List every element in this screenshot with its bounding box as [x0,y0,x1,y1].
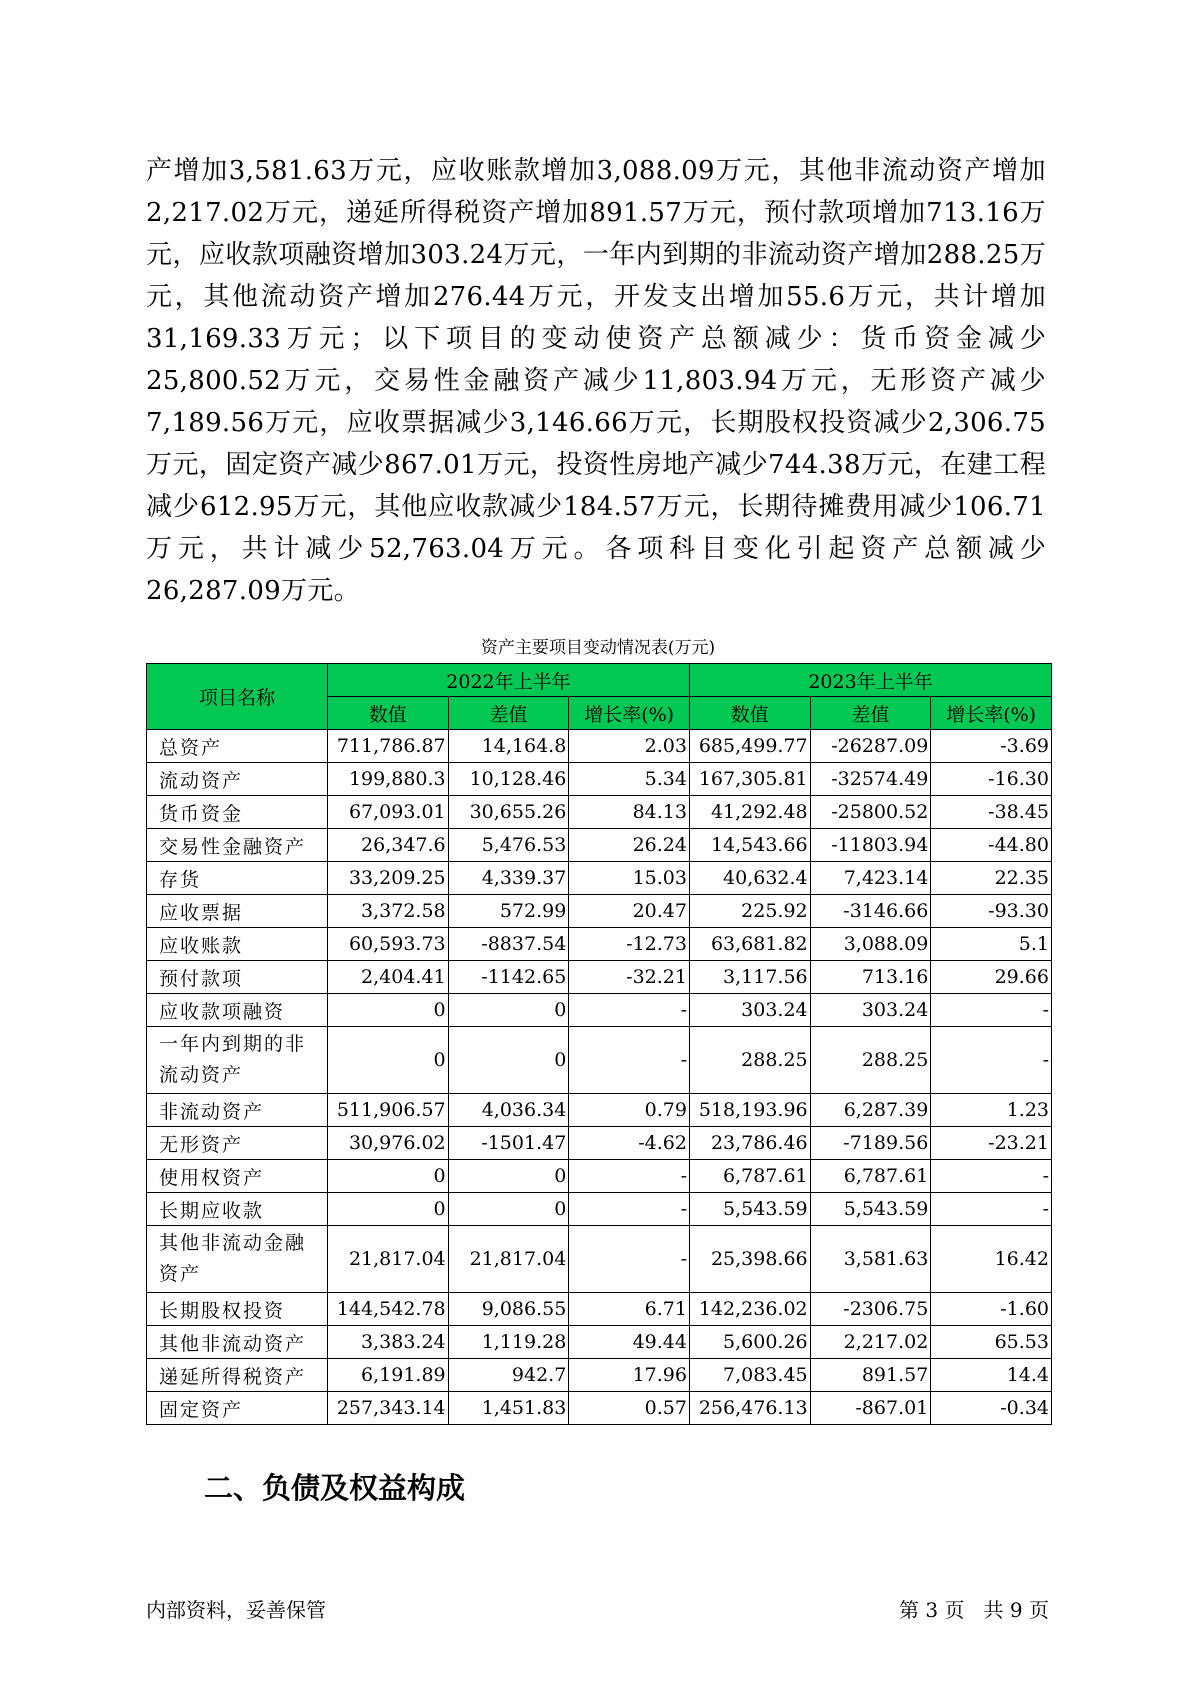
table-cell: 2,404.41 [327,961,448,994]
table-cell: 303.24 [810,994,931,1027]
row-item-name: 长期股权投资 [147,1293,328,1326]
table-cell: 30,655.26 [448,796,569,829]
table-cell: 6,191.89 [327,1359,448,1392]
table-cell: 60,593.73 [327,928,448,961]
row-item-name: 一年内到期的非流动资产 [147,1027,328,1094]
table-cell: 199,880.3 [327,763,448,796]
table-cell: -32574.49 [810,763,931,796]
section-heading: 二、负债及权益构成 [204,1471,466,1505]
table-cell: 144,542.78 [327,1293,448,1326]
table-cell: 891.57 [810,1359,931,1392]
row-item-name: 长期应收款 [147,1193,328,1226]
table-cell: -23.21 [931,1127,1052,1160]
table-cell: 1,119.28 [448,1326,569,1359]
table-cell: -0.34 [931,1392,1052,1425]
table-row [147,1226,1052,1293]
row-item-name: 应收票据 [147,895,328,928]
table-cell: 20.47 [569,895,690,928]
table-cell: 0 [327,994,448,1027]
table-caption: 资产主要项目变动情况表(万元) [480,638,716,658]
table-row [147,928,1052,961]
table-row [147,1293,1052,1326]
row-item-name: 固定资产 [147,1392,328,1425]
table-cell: 1,451.83 [448,1392,569,1425]
table-cell: -44.80 [931,829,1052,862]
table-cell: 14,543.66 [689,829,810,862]
table-cell: 0 [327,1160,448,1193]
table-row [147,829,1052,862]
table-row [147,1326,1052,1359]
footer-page-number: 第 3 页 共 9 页 [899,1598,1049,1622]
table-cell: -11803.94 [810,829,931,862]
table-cell: 0 [448,1193,569,1226]
table-cell: -8837.54 [448,928,569,961]
table-cell: 225.92 [689,895,810,928]
table-cell: 49.44 [569,1326,690,1359]
table-cell: 167,305.81 [689,763,810,796]
table-cell: -7189.56 [810,1127,931,1160]
table-cell: 15.03 [569,862,690,895]
subheader-growth-2022: 增长率(%) [569,697,690,730]
table-cell: 21,817.04 [448,1226,569,1293]
table-cell: - [569,1193,690,1226]
subheader-growth-2023: 增长率(%) [931,697,1052,730]
table-row [147,895,1052,928]
table-cell: -1.60 [931,1293,1052,1326]
table-cell: -26287.09 [810,730,931,763]
table-cell: 0 [448,1027,569,1094]
subheader-diff-2022: 差值 [448,697,569,730]
table-cell: 0 [327,1027,448,1094]
table-body [147,730,1052,1425]
table-row [147,763,1052,796]
table-row [147,1392,1052,1425]
subheader-diff-2023: 差值 [810,697,931,730]
footer-confidential-note: 内部资料，妥善保管 [146,1598,326,1622]
row-item-name: 应收账款 [147,928,328,961]
row-item-name: 预付款项 [147,961,328,994]
table-cell: -3146.66 [810,895,931,928]
table-cell: - [931,1160,1052,1193]
table-cell: 21,817.04 [327,1226,448,1293]
table-cell: 40,632.4 [689,862,810,895]
table-cell: 3,117.56 [689,961,810,994]
table-cell: 572.99 [448,895,569,928]
row-item-name: 存货 [147,862,328,895]
table-cell: 22.35 [931,862,1052,895]
table-cell: -16.30 [931,763,1052,796]
header-period-2023: 2023年上半年 [689,664,1051,697]
table-cell: 5,543.59 [810,1193,931,1226]
row-item-name: 使用权资产 [147,1160,328,1193]
table-cell: -1142.65 [448,961,569,994]
table-cell: 0 [327,1193,448,1226]
table-cell: 6,287.39 [810,1094,931,1127]
table-cell: 5,476.53 [448,829,569,862]
table-cell: - [569,1027,690,1094]
subheader-value-2022: 数值 [327,697,448,730]
row-item-name: 无形资产 [147,1127,328,1160]
row-item-name: 货币资金 [147,796,328,829]
row-item-name: 应收款项融资 [147,994,328,1027]
table-cell: - [931,1027,1052,1094]
table-row [147,862,1052,895]
table-cell: 2,217.02 [810,1326,931,1359]
table-cell: 67,093.01 [327,796,448,829]
table-cell: -3.69 [931,730,1052,763]
table-cell: 685,499.77 [689,730,810,763]
row-item-name: 交易性金融资产 [147,829,328,862]
table-cell: 6,787.61 [810,1160,931,1193]
table-cell: -4.62 [569,1127,690,1160]
table-cell: 30,976.02 [327,1127,448,1160]
table-row [147,1193,1052,1226]
table-row [147,1127,1052,1160]
table-cell: 4,339.37 [448,862,569,895]
header-item-name: 项目名称 [147,664,328,730]
table-cell: 257,343.14 [327,1392,448,1425]
table-cell: 84.13 [569,796,690,829]
table-cell: 0 [448,1160,569,1193]
table-cell: 3,383.24 [327,1326,448,1359]
table-cell: 518,193.96 [689,1094,810,1127]
table-cell: 511,906.57 [327,1094,448,1127]
table-cell: 0.57 [569,1392,690,1425]
table-cell: - [569,994,690,1027]
table-cell: 33,209.25 [327,862,448,895]
table-cell: -12.73 [569,928,690,961]
table-cell: 711,786.87 [327,730,448,763]
table-cell: 14.4 [931,1359,1052,1392]
row-item-name: 非流动资产 [147,1094,328,1127]
table-cell: -93.30 [931,895,1052,928]
table-cell: 23,786.46 [689,1127,810,1160]
table-cell: 65.53 [931,1326,1052,1359]
table-cell: 26.24 [569,829,690,862]
table-cell: -32.21 [569,961,690,994]
table-cell: 0.79 [569,1094,690,1127]
table-row [147,796,1052,829]
table-row [147,994,1052,1027]
table-cell: 288.25 [689,1027,810,1094]
table-row [147,1160,1052,1193]
table-row [147,1359,1052,1392]
table-cell: - [569,1226,690,1293]
table-row [147,961,1052,994]
table-cell: 29.66 [931,961,1052,994]
table-cell: - [931,1193,1052,1226]
table-cell: - [569,1160,690,1193]
table-cell: 3,088.09 [810,928,931,961]
table-cell: -867.01 [810,1392,931,1425]
asset-change-table [146,663,1052,1425]
body-paragraph: 产增加3,581.63万元，应收账款增加3,088.09万元，其他非流动资产增加2,217.02万元，递延所得税资产增加891.57万元，预付款项增加713.16万元，应收款项融资增加303.24万元，一年内到期的非流动资产增加288.25万元，其他流动资产增加276.44万元，开发支出增加55.6万元，共计增加31,169.33万元；以下项目的变动使资产总额减少：货币资金减少25,800.52万元，交易性金融资产减少11,803.94万元，无形资产减少7,189.56万元，应收票据减少3,146.66万元，长期股权投资减少2,306.75万元，固定资产减少867.01万元，投资性房地产减少744.38万元，在建工程减少612.95万元，其他应收款减少184.57万元，长期待摊费用减少106.71万元，共计减少52,763.04万元。各项科目变化引起资产总额减少26,287.09万元。 [146,156,1046,606]
table-cell: 1.23 [931,1094,1052,1127]
table-cell: 5,543.59 [689,1193,810,1226]
table-cell: 17.96 [569,1359,690,1392]
table-cell: 256,476.13 [689,1392,810,1425]
table-cell: 14,164.8 [448,730,569,763]
table-cell: 26,347.6 [327,829,448,862]
table-cell: 0 [448,994,569,1027]
table-cell: 5.1 [931,928,1052,961]
table-cell: 4,036.34 [448,1094,569,1127]
table-cell: -25800.52 [810,796,931,829]
row-item-name: 其他非流动资产 [147,1326,328,1359]
table-cell: 41,292.48 [689,796,810,829]
table-cell: 5,600.26 [689,1326,810,1359]
table-cell: 7,423.14 [810,862,931,895]
table-cell: -2306.75 [810,1293,931,1326]
table-cell: 6,787.61 [689,1160,810,1193]
header-period-2022: 2022年上半年 [327,664,689,697]
table-cell: 5.34 [569,763,690,796]
table-cell: -38.45 [931,796,1052,829]
table-cell: 713.16 [810,961,931,994]
table-cell: 3,581.63 [810,1226,931,1293]
table-cell: -1501.47 [448,1127,569,1160]
table-cell: 6.71 [569,1293,690,1326]
table-cell: - [931,994,1052,1027]
row-item-name: 其他非流动金融资产 [147,1226,328,1293]
table-cell: 25,398.66 [689,1226,810,1293]
table-cell: 3,372.58 [327,895,448,928]
table-cell: 9,086.55 [448,1293,569,1326]
row-item-name: 流动资产 [147,763,328,796]
table-cell: 288.25 [810,1027,931,1094]
row-item-name: 递延所得税资产 [147,1359,328,1392]
subheader-value-2023: 数值 [689,697,810,730]
row-item-name: 总资产 [147,730,328,763]
table-cell: 2.03 [569,730,690,763]
table-cell: 142,236.02 [689,1293,810,1326]
table-row [147,1094,1052,1127]
table-row [147,730,1052,763]
table-row [147,1027,1052,1094]
table-cell: 10,128.46 [448,763,569,796]
table-cell: 16.42 [931,1226,1052,1293]
table-cell: 303.24 [689,994,810,1027]
table-cell: 63,681.82 [689,928,810,961]
table-cell: 942.7 [448,1359,569,1392]
table-cell: 7,083.45 [689,1359,810,1392]
